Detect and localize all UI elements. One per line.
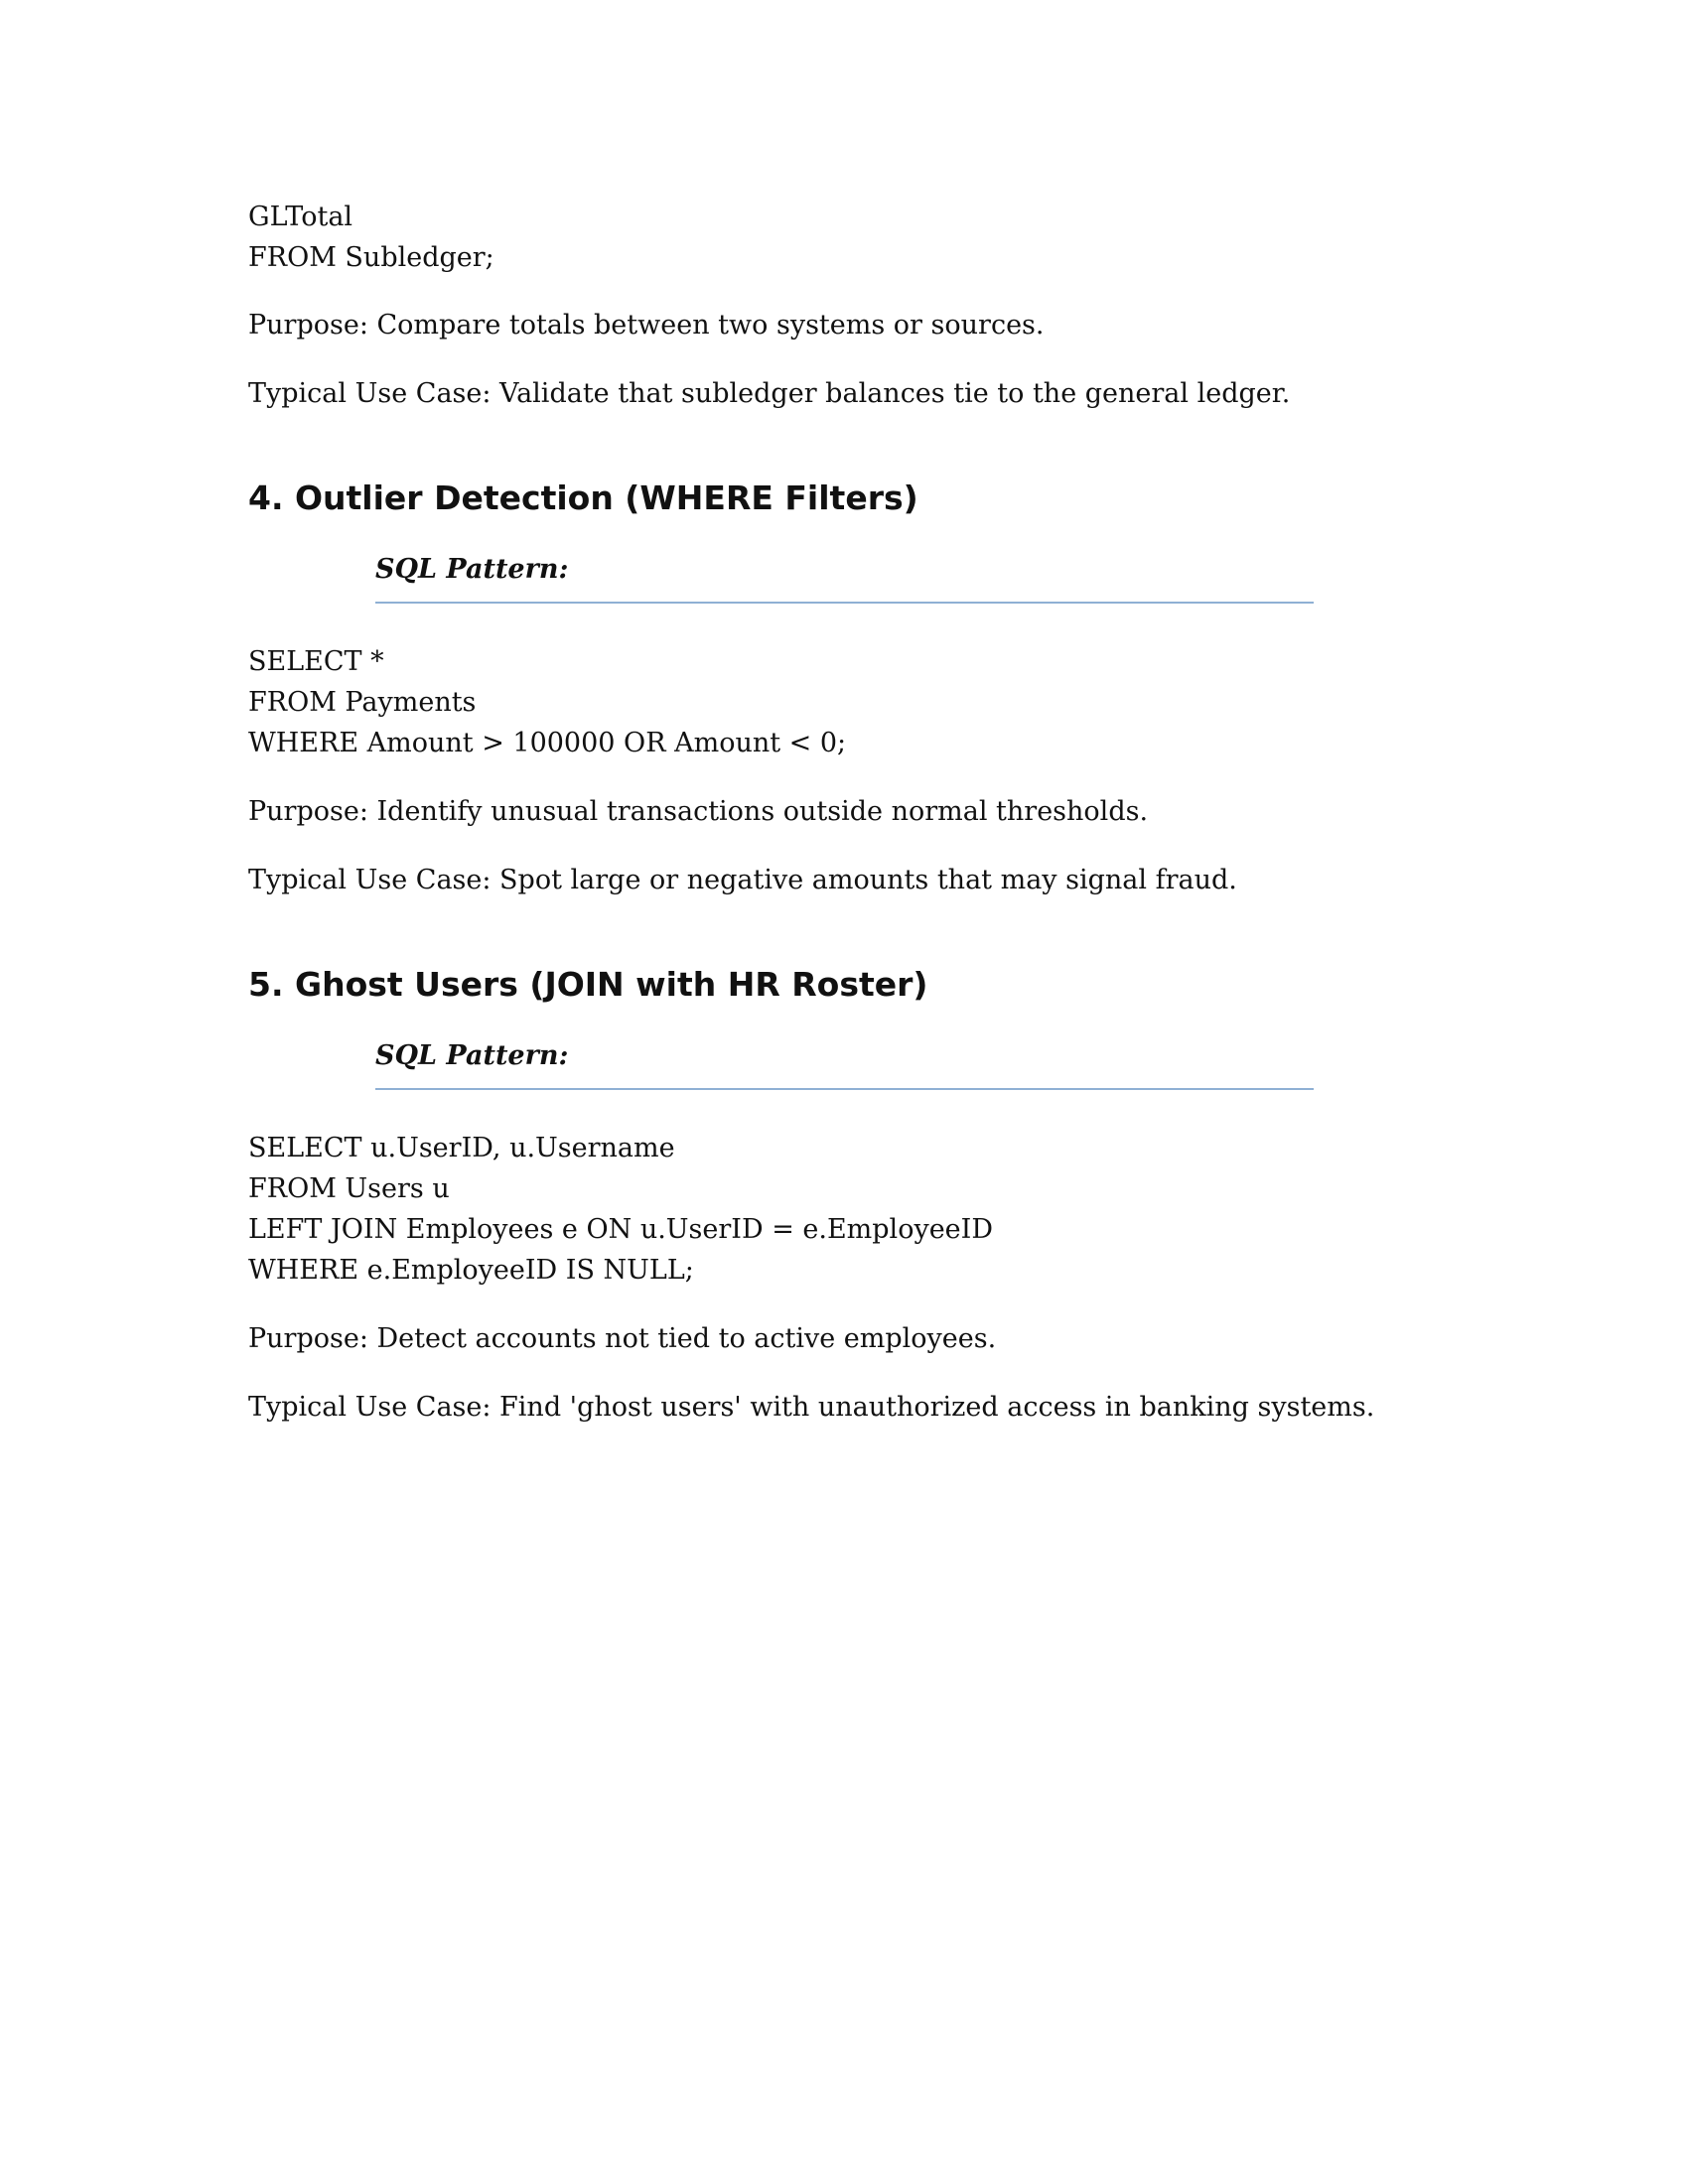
section-5-code-block xyxy=(248,1128,1440,1291)
section-5-sql-label: SQL Pattern: xyxy=(375,1036,1314,1090)
section-4-sql-label: SQL Pattern: xyxy=(375,550,1314,604)
code-line: WHERE e.EmployeeID IS NULL; xyxy=(248,1255,694,1286)
code-line: FROM Payments xyxy=(248,687,477,718)
document-content xyxy=(248,197,1440,1428)
section-4-purpose: Purpose: Identify unusual transactions outside normal thresholds. xyxy=(248,796,1149,827)
top-code-block xyxy=(248,197,1440,278)
top-purpose: Purpose: Compare totals between two systems or sources. xyxy=(248,310,1045,341)
code-line: LEFT JOIN Employees e ON u.UserID = e.EmployeeID xyxy=(248,1214,993,1245)
top-use-case: Typical Use Case: Validate that subledger balances tie to the general ledger. xyxy=(248,378,1291,409)
section-4-code-block xyxy=(248,641,1440,763)
section-5-purpose: Purpose: Detect accounts not tied to active employees. xyxy=(248,1323,997,1354)
code-line: FROM Subledger; xyxy=(248,242,494,273)
code-line: GLTotal xyxy=(248,202,353,232)
section-5-heading: 5. Ghost Users (JOIN with HR Roster) xyxy=(248,965,928,1004)
section-4-heading: 4. Outlier Detection (WHERE Filters) xyxy=(248,478,918,517)
code-line: FROM Users u xyxy=(248,1173,450,1204)
code-line: WHERE Amount > 100000 OR Amount < 0; xyxy=(248,728,847,758)
code-line: SELECT * xyxy=(248,646,384,677)
section-5-use-case: Typical Use Case: Find 'ghost users' with unauthorized access in banking systems. xyxy=(248,1392,1375,1423)
section-4-use-case: Typical Use Case: Spot large or negative amounts that may signal fraud. xyxy=(248,865,1237,895)
code-line: SELECT u.UserID, u.Username xyxy=(248,1133,675,1163)
